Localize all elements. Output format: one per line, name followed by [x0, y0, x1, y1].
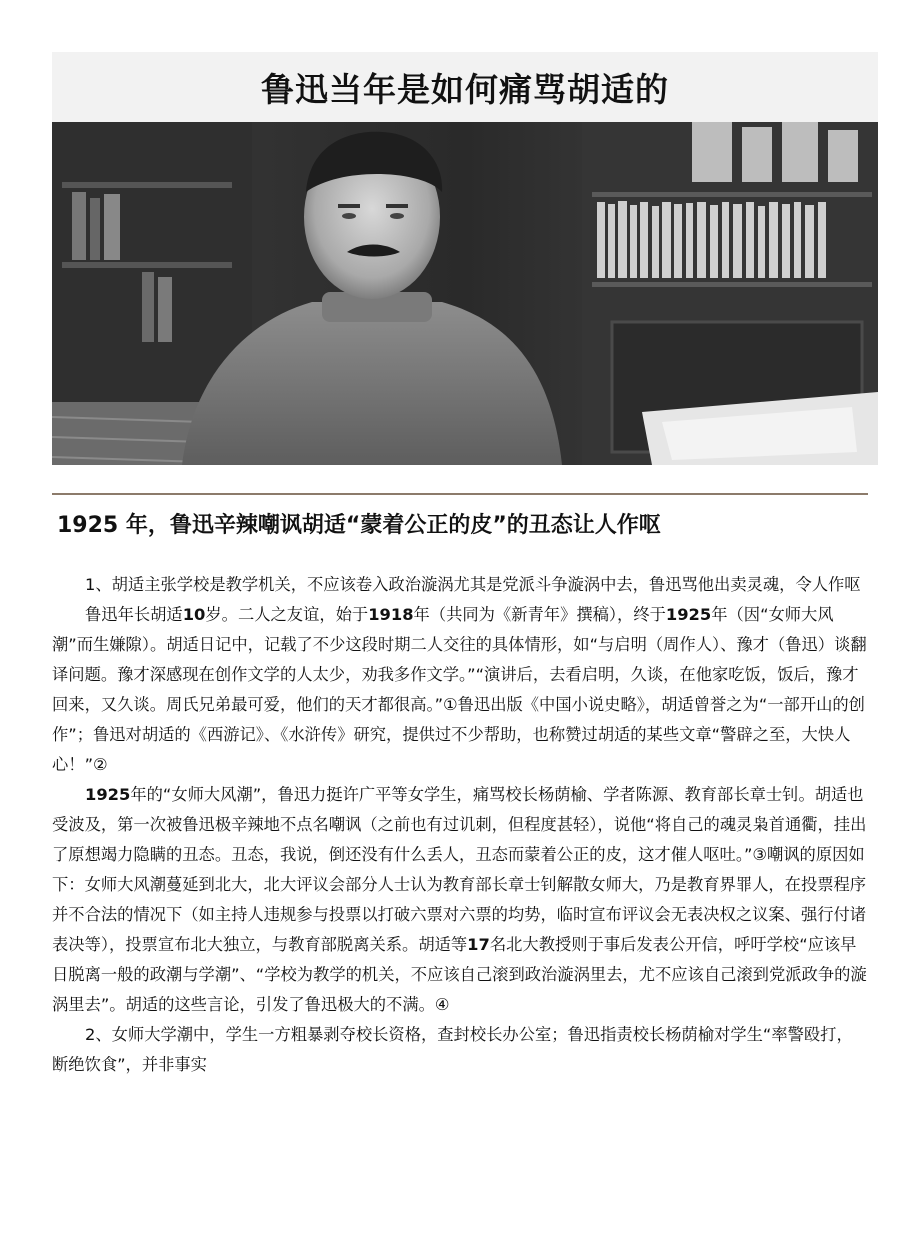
page-title: 鲁迅当年是如何痛骂胡适的 [261, 70, 669, 109]
portrait-photo [52, 122, 878, 465]
section-divider [52, 493, 868, 495]
section-1-heading: 1、胡适主张学校是教学机关，不应该卷入政治漩涡尤其是党派斗争漩涡中去，鲁迅骂他出卖灵魂，令人作呕 [85, 575, 861, 594]
paragraph-2: 1925年的“女师大风潮”，鲁迅力挺许广平等女学生，痛骂校长杨荫榆、学者陈源、教育部长章士钊。胡适也受波及，第一次被鲁迅极辛辣地不点名嘲讽（之前也有过讥刺，但程度甚轻），说他“将自己的魂灵枭首通衢，挂出了原想竭力隐瞒的丑态。丑态，我说，倒还没有什么丢人，丑态而蒙着公正的皮，这才催人呕吐。”③嘲讽的原因如下：女师大风潮蔓延到北大，北大评议会部分人士认为教育部长章士钊解散女师大，乃是教育界罪人，在投票程序并不合法的情况下（如主持人违规参与投票以打破六票对六票的均势，临时宣布评议会无表决权之议案、强行付诸表决等），投票宣布北大独立，与教育部脱离关系。胡适等17名北大教授则于事后发表公开信，呼吁学校“应该早日脱离一般的政潮与学潮”、“学校为教学的机关，不应该自己滚到政治漩涡里去，尤不应该自己滚到党派政争的漩涡里去”。胡适的这些言论，引发了鲁迅极大的不满。④ [52, 785, 867, 1014]
section-2-heading: 2、女师大学潮中，学生一方粗暴剥夺校长资格，查封校长办公室；鲁迅指责校长杨荫榆对学生“率警殴打，断绝饮食”，并非事实 [52, 1025, 853, 1074]
title-band [52, 52, 878, 122]
section-title: 1925 年，鲁迅辛辣嘲讽胡适“蒙着公正的皮”的丑态让人作呕 [57, 513, 661, 538]
paragraph-1: 鲁迅年长胡适10岁。二人之友谊，始于1918年（共同为《新青年》撰稿），终于1925年（因“女师大风潮”而生嫌隙）。胡适日记中，记载了不少这段时期二人交往的具体情形，如“与启明（周作人）、豫才（鲁迅）谈翻译问题。豫才深感现在创作文学的人太少，劝我多作文学。”“演讲后，去看启明，久谈，在他家吃饭，饭后，豫才回来，又久谈。周氏兄弟最可爱，他们的天才都很高。”①鲁迅出版《中国小说史略》，胡适曾誉之为“一部开山的创作”；鲁迅对胡适的《西游记》、《水浒传》研究，提供过不少帮助，也称赞过胡适的某些文章“警辟之至，大快人心！”② [52, 605, 867, 774]
article-body [52, 570, 868, 1080]
